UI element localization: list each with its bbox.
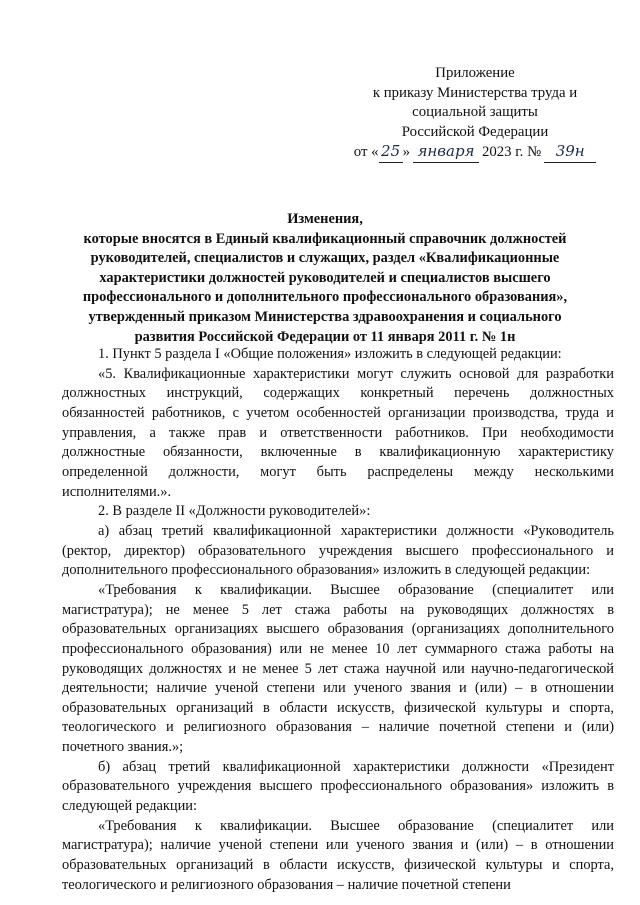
paragraph-5: «Требования к квалификации. Высшее образование (специалитет или магистратура); не менее 5 лет стажа работы на руководящих должностях в образовательных организациях высшего образования (организациях дополнительного профессионального образования) или не менее 10 лет суммарного стажа работы на руководящих должностях и не менее 5 лет стажа научной или научно-педагогической деятельности; наличие ученой степени или ученого звания и (или) – в отношении образовательных организаций в области искусств, физической культуры и спорта, теологического и религиозного образования – наличие почетной степени и (или) почетного звания.»; — [62, 581, 614, 756]
appendix-line-1: к приказу Министерства труда и — [372, 84, 578, 101]
date-year: 2023 г. № — [481, 144, 542, 160]
appendix-title: Приложение — [435, 65, 515, 81]
handwritten-day: 25 — [379, 142, 403, 163]
appendix-line-3: Российской Федерации — [401, 123, 549, 140]
title-line-6: утвержденный приказом Министерства здравоохранения и социального — [88, 308, 562, 325]
title-line-3: руководителей, специалистов и служащих, раздел «Квалификационные — [90, 250, 560, 267]
date-mid: » — [402, 144, 410, 160]
document-title — [60, 210, 590, 347]
title-line-1: Изменения, — [287, 211, 363, 227]
paragraph-4: а) абзац третий квалификационной характеристики должности «Руководитель (ректор, директор) образовательного учреждения высшего профессионального и дополнительного профессионального образования» изложить в следующей редакции: — [62, 522, 614, 579]
document-body — [62, 345, 614, 895]
paragraph-3: 2. В разделе II «Должности руководителей»: — [98, 503, 371, 520]
appendix-block — [330, 64, 620, 163]
date-prefix: от « — [353, 144, 379, 160]
appendix-line-2: социальной защиты — [412, 104, 538, 120]
title-line-5: профессионального и дополнительного профессионального образования», — [82, 289, 568, 306]
title-line-4: характеристики должностей руководителей и специалистов высшего — [99, 269, 551, 286]
paragraph-1: 1. Пункт 5 раздела I «Общие положения» изложить в следующей редакции: — [98, 346, 562, 362]
title-line-2: которые вносятся в Единый квалификационный справочник должностей — [83, 230, 567, 247]
handwritten-order-number: 39н — [544, 142, 596, 163]
paragraph-6: б) абзац третий квалификационной характеристики должности «Президент образовательного учреждения высшего профессионального образования» изложить в следующей редакции: — [62, 758, 614, 815]
title-line-7: развития Российской Федерации от 11 января 2011 г. № 1н — [134, 328, 516, 345]
order-date-line — [330, 142, 620, 163]
paragraph-7: «Требования к квалификации. Высшее образование (специалитет или магистратура); наличие ученой степени или ученого звания и (или) – в отношении образовательных организаций в области искусств, физической культуры и спорта, теологического и религиозного образования – наличие почетной степени — [62, 817, 614, 893]
handwritten-month: января — [413, 142, 479, 163]
paragraph-2: «5. Квалификационные характеристики могут служить основой для разработки должностных инструкций, содержащих конкретный перечень должностных обязанностей работников, с учетом особенностей организации производства, труда и управления, а также прав и ответственности работников. При необходимости должностные обязанности, включенные в квалификационную характеристику определенной должности, могут быть распределены между несколькими исполнителями.». — [62, 365, 614, 500]
